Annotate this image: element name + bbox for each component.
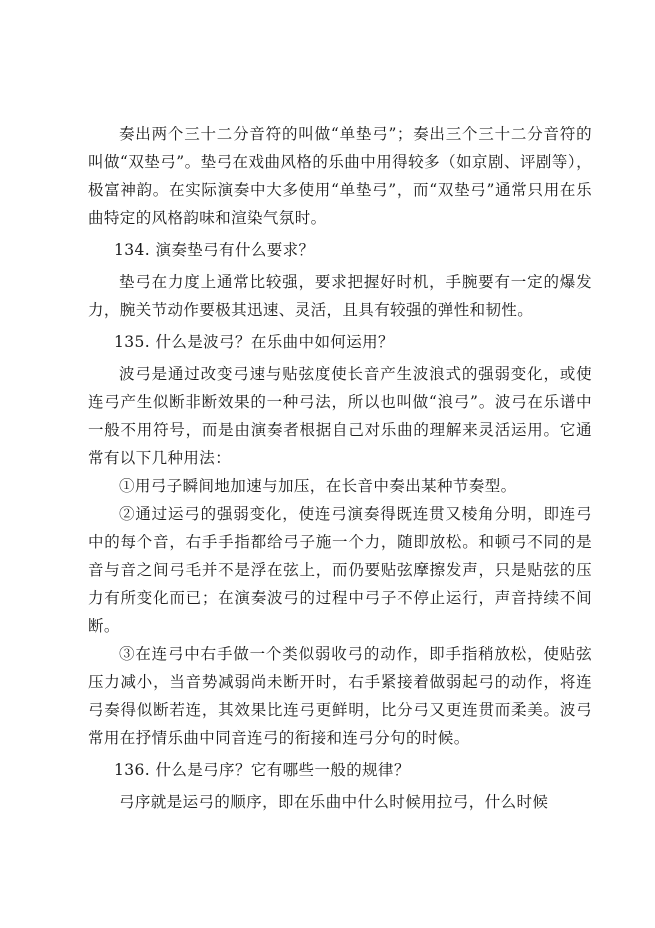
- section-heading-134: [88, 236, 592, 264]
- section-title: 什么是弓序？它有哪些一般的规律？: [155, 761, 410, 779]
- section-title: 什么是波弓？在乐曲中如何运用？: [155, 333, 394, 351]
- paragraph-bow-sequence-definition: 弓序就是运弓的顺序，即在乐曲中什么时候用拉弓，什么时候: [119, 793, 549, 811]
- section-number: 134.: [114, 241, 151, 259]
- section-number: 136.: [114, 761, 151, 779]
- section-title: 演奏垫弓有什么要求？: [155, 241, 315, 259]
- section-number: 135.: [114, 333, 151, 351]
- paragraph-pad-bow-requirements: 垫弓在力度上通常比较强，要求把握好时机，手腕要有一定的爆发力，腕关节动作要极其迅速、灵活，且具有较强的弹性和韧性。: [88, 273, 592, 319]
- section-heading-136: [88, 756, 592, 784]
- section-heading-135: [88, 328, 592, 356]
- paragraph-wave-bow-usage-2: ②通过运弓的强弱变化，使连弓演奏得既连贯又棱角分明，即连弓中的每个音，右手手指都给弓子施一个力，随即放松。和顿弓不同的是音与音之间弓毛并不是浮在弦上，而仍要贴弦摩擦发声，只是贴弦的压力有所变化而已；在演奏波弓的过程中弓子不停止运行，声音持续不间断。: [88, 505, 592, 635]
- paragraph-wave-bow-definition: 波弓是通过改变弓速与贴弦度使长音产生波浪式的强弱变化，或使连弓产生似断非断效果的一种弓法，所以也叫做“浪弓”。波弓在乐谱中一般不用符号，而是由演奏者根据自己对乐曲的理解来灵活运用。它通常有以下几种用法：: [88, 365, 592, 467]
- paragraph-wave-bow-usage-1: ①用弓子瞬间地加速与加压，在长音中奏出某种节奏型。: [119, 477, 517, 495]
- paragraph-pad-bow-definition: 奏出两个三十二分音符的叫做“单垫弓”；奏出三个三十二分音符的叫做“双垫弓”。垫弓在戏曲风格的乐曲中用得较多（如京剧、评剧等），极富神韵。在实际演奏中大多使用“单垫弓”，而“双垫弓”通常只用在乐曲特定的风格韵味和渲染气氛时。: [88, 125, 592, 227]
- page-body: [88, 120, 592, 816]
- paragraph-wave-bow-usage-3: ③在连弓中右手做一个类似弱收弓的动作，即手指稍放松，使贴弦压力减小，当音势减弱尚未断开时，右手紧接着做弱起弓的动作，将连弓奏得似断若连，其效果比连弓更鲜明，比分弓又更连贯而柔美。波弓常用在抒情乐曲中同音连弓的衔接和连弓分句的时候。: [88, 645, 592, 747]
